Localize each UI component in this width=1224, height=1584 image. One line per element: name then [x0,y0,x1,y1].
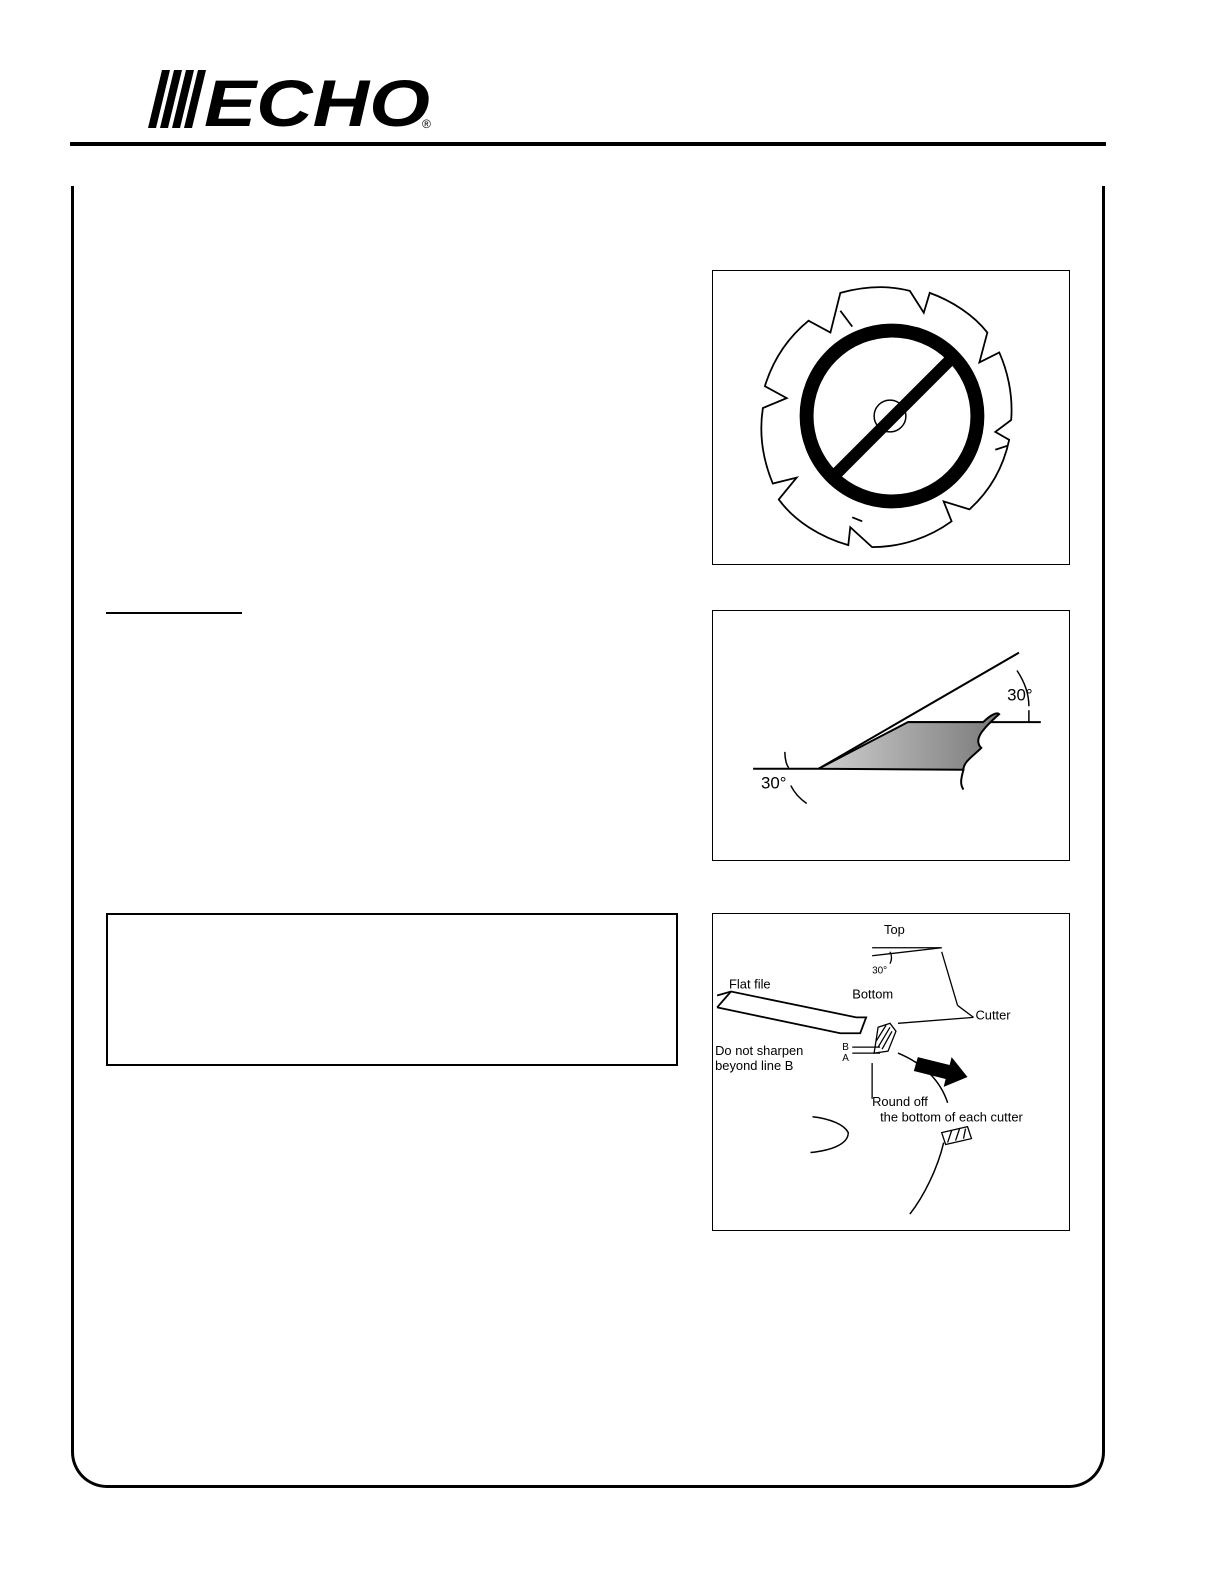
flat-file-label: Flat file [729,976,771,992]
speed-stripes [148,70,206,128]
notice-box [106,913,678,1066]
warning-line-1: Do not sharpen [715,1043,804,1059]
bottom-label: Bottom [852,986,894,1002]
bottom-tooth-hatched [942,1127,972,1145]
blade-edge-curves [811,1053,948,1214]
flat-file-shape [717,992,866,1034]
figure-blade-prohibited [712,270,1070,565]
direction-arrow-icon [914,1057,968,1087]
top-label: Top [884,921,905,937]
top-angle-label: 30° [872,965,888,977]
round-off-line-1: Round off [872,1093,928,1109]
cutter-tooth-shape [819,713,1000,769]
round-off-line-2: the bottom of each cutter [880,1109,1023,1125]
upper-angle-label: 30° [1007,685,1033,705]
section-heading-underline [106,612,242,614]
line-b-label: B [842,1042,849,1054]
prohibited-blade-icon [807,331,978,502]
registered-mark: ® [422,117,431,131]
line-a-label: A [842,1053,849,1065]
warning-line-2: beyond line B [715,1058,794,1074]
brand-wordmark: ECHO [204,66,430,132]
cutter-tooth-hatched [874,1023,896,1053]
header-rule [70,142,1106,146]
figure-angle-diagram [712,610,1070,861]
cutter-label: Cutter [975,1007,1011,1023]
figure-sharpening-diagram [712,913,1070,1231]
lower-angle-label: 30° [761,773,787,793]
echo-logo [140,66,440,132]
cutter-leader-lines [898,1005,974,1023]
